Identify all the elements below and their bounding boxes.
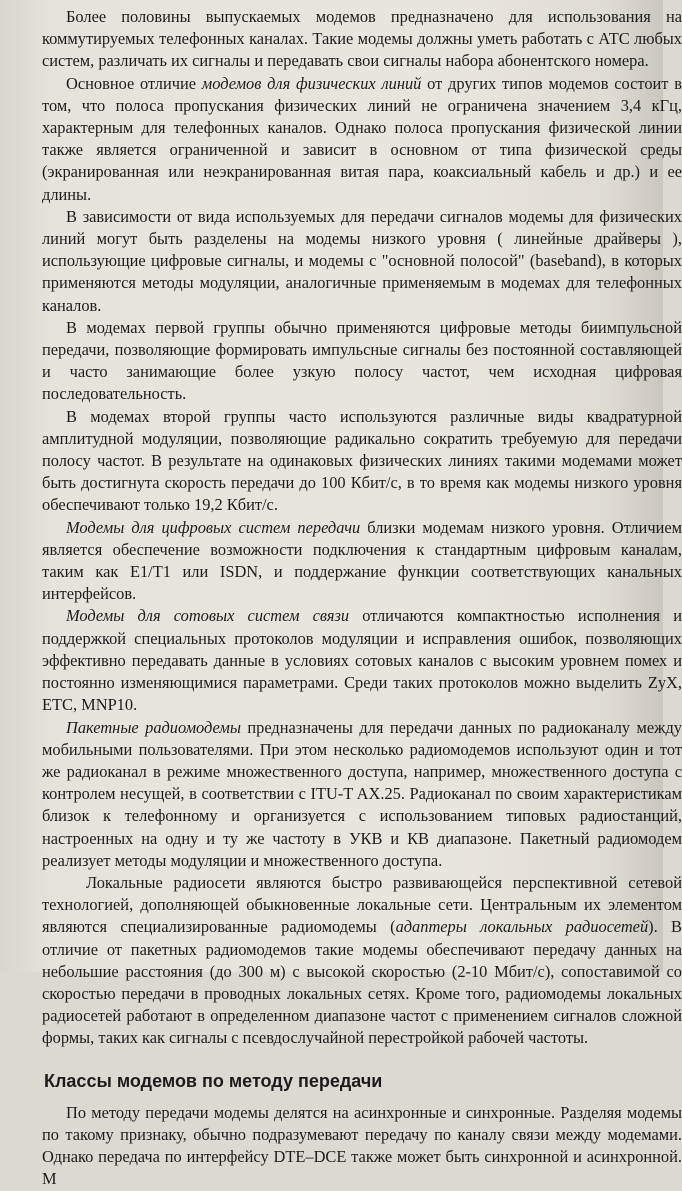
paragraph (42, 206, 682, 317)
text-run: от других типов модемов состоит в том, что полоса пропускания физических линий не ограничена значением 3,4 кГц, характерным для телефонных каналов. Однако полоса пропускания физической линии также является ограниченной и зависит в основном от типа физической среды (экранированная или неэкранированная витая пара, коаксиальный кабель и др.) и ее длины. (42, 73, 682, 204)
text-run: отличаются компактностью исполнения и поддержкой специальных протоколов модуляции и исправления ошибок, позволяющих эффективно передавать данные в условиях сотовых каналов с высоким уровнем помех и постоянно изменяющимися параметрами. Среди таких протоколов можно выделить ZyX, ETC, MNP10. (42, 606, 682, 715)
paragraph (42, 517, 682, 606)
text-run: ). В отличие от пакетных радиомодемов такие модемы обеспечивают передачу данных на небольшие расстояния (до 300 м) с высокой скоростью (2-10 Мбит/с), сопоставимой со скоростью передачи в проводных локальных сетях. Кроме того, радиомодемы локальных радиосетей работают в определенном диапазоне частот с применением сигналов сложной формы, таких как сигналы с псевдослучайной перестройкой рабочей частоты. (42, 917, 682, 1048)
italic-term: адаптеры локальных радиосетей (395, 917, 649, 937)
paragraph (42, 317, 682, 406)
paragraph (42, 6, 682, 73)
text-run: В зависимости от вида используемых для передачи сигналов модемы для физических линий могут быть разделены на модемы низкого уровня ( линейные драйверы ), использующие цифровые сигналы, и модемы с "основной полосой" (baseband), в которых применяются методы модуляции, аналогичные применяемым в модемах для телефонных каналов. (42, 206, 682, 315)
paragraph (42, 73, 682, 206)
text-run: Основное отличие (66, 73, 202, 93)
paragraph (42, 717, 682, 872)
paragraph-last: По методу передачи модемы делятся на асинхронные и синхронные. Разделяя модемы по такому признаку, обычно подразумевают передачу по каналу связи между модемами. Однако передача по интерфейсу DTE–DCE также может быть синхронной и асинхронной. М (42, 1102, 682, 1189)
italic-term: Пакетные радиомодемы (66, 717, 241, 737)
text-run: близки модемам низкого уровня. Отличием является обеспечение возможности подключения к стандартным цифровым каналам, таким как E1/T1 или ISDN, и поддержание функции соответствующих канальных интерфейсов. (42, 517, 682, 604)
text-run: предназначены для передачи данных по радиоканалу между мобильными пользователями. При этом несколько радиомодемов используют один и тот же радиоканал в режиме множественного доступа, например, множественного доступа с контролем несущей, в соответствии с ITU-T AX.25. Радиоканал по своим характеристикам близок к телефонному и организуется с использованием типовых радиостанций, настроенных на одну и ту же частоту в УКВ и КВ диапазоне. Пакетный радиомодем реализует методы модуляции и множественного доступа. (42, 717, 682, 870)
paragraph (42, 872, 682, 1050)
text-run: В модемах первой группы обычно применяются цифровые методы биимпульсной передачи, позволяющие формировать импульсные сигналы без постоянной составляющей и часто занимающие более узкую полосу частот, чем исходная цифровая последовательность. (42, 317, 682, 404)
text-run: Локальные радиосети являются быстро развивающейся перспективной сетевой технологией, дополняющей обыкновенные локальные сети. Центральным их элементом являются специализированные радиомодемы ( (42, 872, 682, 937)
paragraph-list (42, 6, 682, 1050)
italic-term: Модемы для цифровых систем передачи (66, 517, 361, 537)
paragraph (42, 406, 682, 517)
section-heading: Классы модемов по методу передачи (44, 1070, 383, 1091)
document-body (42, 6, 682, 1191)
italic-term: модемов для физических линий (201, 73, 422, 93)
text-run: В модемах второй группы часто используются различные виды квадратурной амплитудной модуляции, позволяющие радикально сократить требуемую для передачи полосу частот. В результате на одинаковых физических линиях такими модемами может быть достигнута скорость передачи до 100 Кбит/с, в то время как модемы низкого уровня обеспечивают только 19,2 Кбит/с. (42, 406, 682, 515)
text-run: Более половины выпускаемых модемов предназначено для использования на коммутируемых телефонных каналах. Такие модемы должны уметь работать с АТС любых систем, различать их сигналы и передавать свои сигналы набора абонентского номера. (42, 7, 682, 71)
italic-term: Модемы для сотовых систем связи (66, 606, 350, 626)
paragraph (42, 605, 682, 716)
